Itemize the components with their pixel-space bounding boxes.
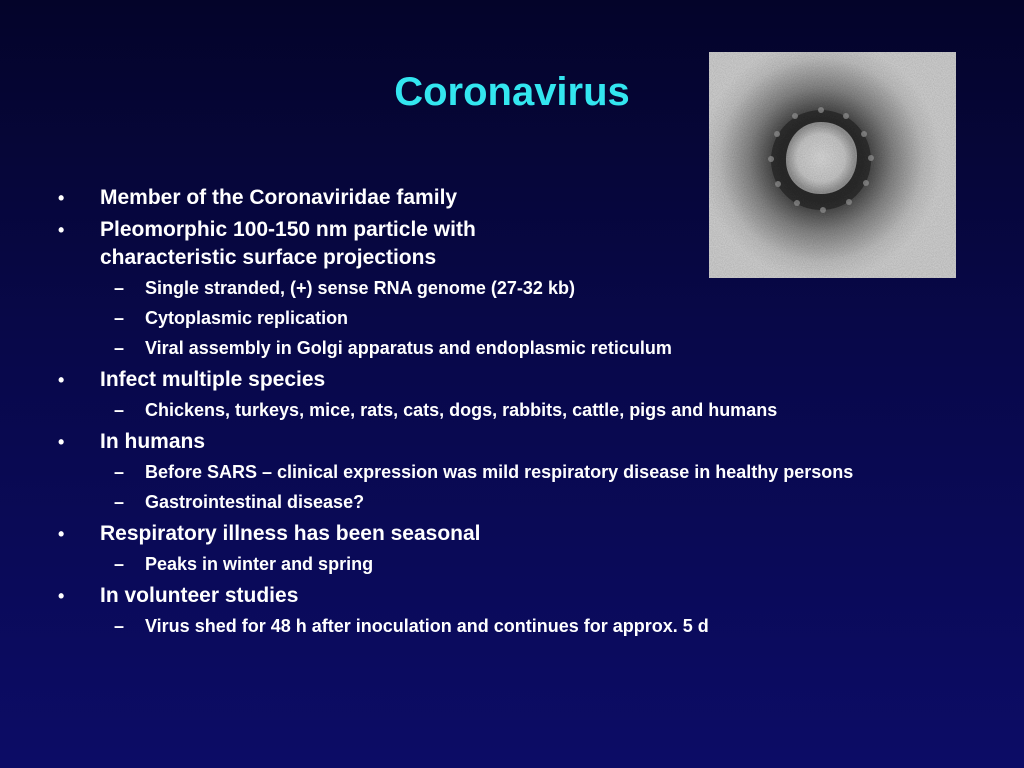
- sub-bullet-item: [58, 490, 958, 514]
- bullet-marker: •: [58, 370, 65, 390]
- sub-bullet-item: [58, 552, 958, 576]
- bullet-marker: •: [58, 586, 65, 606]
- sub-bullet-text: Peaks in winter and spring: [145, 554, 374, 574]
- bullet-item: [58, 428, 958, 456]
- sub-bullet-text: Gastrointestinal disease?: [145, 492, 365, 512]
- bullet-list: [58, 184, 958, 644]
- sub-bullet-item: [58, 398, 958, 422]
- dash-marker: –: [114, 554, 125, 574]
- bullet-text: Infect multiple species: [100, 368, 326, 391]
- dash-marker: –: [114, 616, 125, 636]
- bullet-item: [58, 366, 958, 394]
- sub-bullet-text: Viral assembly in Golgi apparatus and endoplasmic reticulum: [145, 338, 672, 358]
- bullet-marker: •: [58, 524, 65, 544]
- bullet-item: [58, 582, 958, 610]
- bullet-text: Pleomorphic 100-150 nm particle with characteristic surface projections: [100, 218, 476, 269]
- sub-bullet-text: Before SARS – clinical expression was mild respiratory disease in healthy persons: [145, 462, 854, 482]
- sub-bullet-text: Chickens, turkeys, mice, rats, cats, dogs, rabbits, cattle, pigs and humans: [145, 400, 778, 420]
- dash-marker: –: [114, 338, 125, 358]
- dash-marker: –: [114, 400, 125, 420]
- bullet-item: [58, 520, 958, 548]
- bullet-item: [58, 216, 570, 272]
- sub-bullet-text: Virus shed for 48 h after inoculation and continues for approx. 5 d: [145, 616, 709, 636]
- slide-title: Coronavirus: [394, 70, 630, 114]
- dash-marker: –: [114, 278, 125, 298]
- bullet-marker: •: [58, 220, 65, 240]
- dash-marker: –: [114, 308, 125, 328]
- bullet-marker: •: [58, 188, 65, 208]
- sub-bullet-item: [58, 614, 958, 638]
- sub-bullet-text: Single stranded, (+) sense RNA genome (27-32 kb): [145, 278, 575, 298]
- bullet-item: [58, 184, 958, 212]
- sub-bullet-item: [58, 276, 958, 300]
- dash-marker: –: [114, 462, 125, 482]
- bullet-text: Respiratory illness has been seasonal: [100, 522, 481, 545]
- bullet-text: In volunteer studies: [100, 584, 299, 607]
- sub-bullet-text: Cytoplasmic replication: [145, 308, 349, 328]
- bullet-marker: •: [58, 432, 65, 452]
- sub-bullet-item: [58, 336, 958, 360]
- dash-marker: –: [114, 492, 125, 512]
- sub-bullet-item: [58, 460, 958, 484]
- sub-bullet-item: [58, 306, 958, 330]
- bullet-text: Member of the Coronaviridae family: [100, 186, 458, 209]
- bullet-text: In humans: [100, 430, 206, 453]
